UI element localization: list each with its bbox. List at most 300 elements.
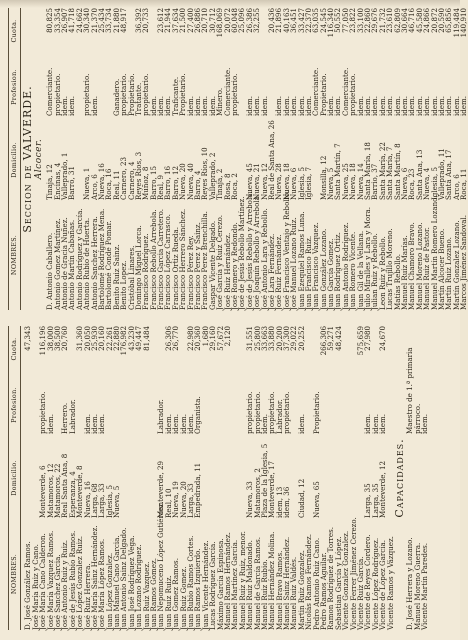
cell-quota: 23,822 xyxy=(348,8,358,33)
cell-profession: Labrador. xyxy=(156,399,166,434)
cell-name: Manuel Martínez García. xyxy=(230,539,240,630)
cell-quota: 20,733 xyxy=(141,8,151,33)
cell-quota: 20,360 xyxy=(193,326,203,351)
cell-domicile: Nueva, 12 xyxy=(259,163,269,200)
cell-profession: idem. xyxy=(377,96,387,116)
cell-quota: 49,447 xyxy=(134,326,144,351)
cell-domicile: Reyes Ríos, 10 xyxy=(200,147,210,200)
cell-quota: 41,718 xyxy=(67,8,77,33)
cell-profession: idem. xyxy=(355,96,365,116)
cell-name: Martín Alcocer Bueno. xyxy=(436,228,446,310)
cell-domicile: Barro, 12 xyxy=(170,165,180,200)
cell-quota: 25,800 xyxy=(252,326,262,351)
cell-quota: 29,022 xyxy=(289,326,299,351)
cell-quota: 20,760 xyxy=(60,326,70,351)
cell-name: Bartolomé Conde Pomar. xyxy=(104,220,114,310)
cell-profession: idem. xyxy=(392,96,402,116)
cell-quota: 25,434 xyxy=(96,8,106,33)
cell-name: José López Gonzalez Ruiz. xyxy=(75,535,85,630)
cell-domicile xyxy=(128,438,135,518)
cell-profession xyxy=(98,54,105,120)
cell-name: Juan Ezequiel Ramos Luna. xyxy=(296,211,306,310)
cell-profession: idem. xyxy=(207,96,217,116)
cell-domicile: Nueva, 6 xyxy=(289,167,299,200)
cell-name: Francisco Rebollo Arrebola. xyxy=(148,209,158,310)
cell-quota: 24,662 xyxy=(74,8,84,33)
cell-quota: 116,196 xyxy=(38,326,48,356)
cell-domicile xyxy=(202,438,209,518)
cell-profession xyxy=(335,372,342,438)
cell-domicile: Roca, 11 xyxy=(459,168,468,200)
cell-profession: propietario. xyxy=(267,391,277,434)
cell-domicile xyxy=(224,438,231,518)
cell-domicile xyxy=(143,438,150,518)
cell-profession: idem. xyxy=(156,96,166,116)
cell-profession: idem. xyxy=(303,96,313,116)
cell-profession: idem. xyxy=(326,96,336,116)
cell-profession: idem. xyxy=(274,96,284,116)
cell-domicile: Nueva, 65 xyxy=(311,481,321,518)
cell-quota: 168,069 xyxy=(215,8,225,38)
cell-quota: 22,370 xyxy=(303,8,313,33)
cell-quota: 30,712 xyxy=(207,8,217,33)
cell-domicile: Rosa, 8 xyxy=(222,173,232,200)
cell-quota xyxy=(342,326,349,372)
cell-domicile: Santa María, 22 xyxy=(377,142,387,200)
cell-domicile: Valleprado, 1 xyxy=(60,152,69,200)
cell-quota: 23,612 xyxy=(156,8,166,33)
cell-domicile: Matamoros, 22 xyxy=(52,463,62,518)
cell-quota: 33,427 xyxy=(296,8,306,33)
cell-quota: 45,580 xyxy=(414,8,424,33)
cell-domicile xyxy=(209,438,216,518)
cell-domicile: idem, 13 xyxy=(274,486,284,518)
cell-profession: propietario. xyxy=(245,391,255,434)
cell-name: Domingo Miguel Lorca. xyxy=(133,225,143,310)
cell-quota: 63,035 xyxy=(311,8,321,33)
cell-quota: 20,050 xyxy=(82,326,92,351)
cell-profession: idem. xyxy=(193,96,203,116)
cell-name: José de Jesús Rebollo y Arrebola. xyxy=(244,191,254,310)
cell-name: Antonio Rodríguez y García. xyxy=(74,208,84,310)
cell-profession: Propietario. xyxy=(126,73,136,116)
cell-domicile xyxy=(217,438,224,518)
cell-profession: idem. xyxy=(385,96,395,116)
cell-domicile xyxy=(135,438,142,518)
cell-name: Pedro Antonio Ruiz Cano. xyxy=(311,537,321,630)
cell-name: Juan Lozano Rodríguez. xyxy=(134,544,144,630)
cell-name: Lucas Trujillo Moreno. xyxy=(385,228,395,310)
cell-name: Lucas Rodríguez García. xyxy=(208,541,218,630)
cell-domicile: Valleprado, 11 xyxy=(436,148,446,200)
cell-name: Francisco Perez Brenchilla. xyxy=(200,211,210,310)
cell-name: José Ruiz Herrera. xyxy=(82,563,92,630)
cell-domicile xyxy=(327,438,334,518)
capacities-rows xyxy=(406,326,428,630)
subsection-title: Alcocer. xyxy=(33,138,44,180)
cell-domicile: Barro, 4 xyxy=(193,170,203,200)
cell-name: Antonio Gomez Martínez. xyxy=(52,218,62,310)
cell-profession xyxy=(120,372,127,438)
cell-quota: 20,200 xyxy=(274,326,284,351)
section-title: Seccion de VALVERDE. xyxy=(21,85,35,233)
cell-domicile: Monteverde, 17 xyxy=(267,460,277,518)
cell-profession: propietario. xyxy=(348,73,358,116)
cell-quota: 43,230 xyxy=(126,326,136,351)
cell-quota: 48,424 xyxy=(333,326,343,351)
cell-profession: Ganadero. xyxy=(111,78,121,116)
cell-profession: Organista. xyxy=(193,396,203,434)
cell-name: José Joaquín Rebollo y Arrebola. xyxy=(252,193,262,310)
cell-domicile: Nueva, 14 xyxy=(355,163,365,200)
cell-profession: idem. xyxy=(370,414,380,434)
cell-quota: 26,770 xyxy=(171,326,181,351)
cell-profession: propietario. xyxy=(82,73,92,116)
cell-name: Vicente de Reyes Cordero. xyxy=(363,534,373,630)
cell-quota: 22,980 xyxy=(186,326,195,351)
cell-name: Juan José Rodríguez Vega. xyxy=(126,535,136,630)
cell-quota: 50,552 xyxy=(333,8,343,33)
cell-domicile xyxy=(414,438,421,518)
cell-quota: 119,484 xyxy=(451,8,461,38)
cell-profession: Minero. xyxy=(215,87,225,116)
cell-quota: 33,100 xyxy=(355,8,365,33)
cell-name: Manuel Ruiz Valdés. xyxy=(289,556,299,630)
cell-name: Martín Ruiz Lozano. xyxy=(444,237,454,310)
cell-profession: Propietario. xyxy=(178,73,188,116)
cell-name: D. José González Ramos. xyxy=(23,541,33,630)
cell-quota: 31,360 xyxy=(75,326,85,351)
cell-name: Juan Ruiz Vazquez. xyxy=(141,561,151,630)
cell-domicile xyxy=(421,438,428,518)
cell-profession: idem. xyxy=(370,96,380,116)
cell-domicile: Monteverde, 6 xyxy=(38,465,48,518)
cell-quota xyxy=(414,326,421,372)
cell-name: Manuel Ramos Hernández. xyxy=(222,532,232,630)
cell-profession xyxy=(224,372,231,438)
header-profession: Profesion. xyxy=(10,387,18,423)
cell-name: Manuel Bravo Ramos. xyxy=(274,550,284,630)
cell-profession: Comerciante. xyxy=(45,67,55,116)
cell-name: Juan Rubio Ramos Cortes. xyxy=(186,535,195,630)
cell-quota xyxy=(387,326,394,372)
cell-domicile: Real, 11 xyxy=(111,170,121,200)
cell-quota: 37,634 xyxy=(170,8,180,33)
cell-name: Manuel de García Ramos. xyxy=(252,537,262,630)
header-profession: Profesion. xyxy=(10,69,18,105)
cell-quota: 29,676 xyxy=(370,8,380,33)
cell-profession: idem. xyxy=(422,96,432,116)
cell-domicile: Carnero, 23 xyxy=(119,156,129,200)
cell-profession: idem. xyxy=(186,414,195,434)
cell-domicile: Nueva, 19 xyxy=(171,481,181,518)
cell-name: Francisco Rodríguez. xyxy=(141,233,151,310)
cell-profession: Comerciante. xyxy=(311,67,321,116)
cell-name: Vicente Ramos y Vázquez. xyxy=(385,536,395,630)
cell-name: Juan Romero Vicente. xyxy=(348,231,358,310)
header-domicile: Domicilio. xyxy=(10,460,18,496)
cell-profession: idem. xyxy=(363,414,373,434)
cell-name: Sebastian García y López. xyxy=(333,536,343,630)
cell-name: Juan García Gomez. xyxy=(326,238,336,310)
cell-profession: idem. xyxy=(163,414,173,434)
cell-quota: 37,300 xyxy=(282,326,292,351)
cell-name: Manuel Ruiz Maldonado. xyxy=(245,540,255,630)
cell-profession: Herrero. xyxy=(60,402,70,434)
cell-name: Manuel Martín Romero Lozano. xyxy=(429,195,439,310)
cell-profession: párroco. xyxy=(412,403,422,434)
cell-quota: 22,261 xyxy=(104,326,114,351)
cell-name: José Lara Fernández. xyxy=(266,233,276,310)
cell-quota: 20,590 xyxy=(436,8,446,33)
cell-domicile: Nueva, 33 xyxy=(245,481,255,518)
cell-name: Julio Miralles y Lara y Mora. xyxy=(363,206,373,310)
cell-profession: idem. xyxy=(459,96,468,116)
cell-name: Francisco Perez y Sainz. xyxy=(193,222,203,310)
cell-quota: 57,672 xyxy=(215,326,225,351)
cell-domicile: Nueva, 18 xyxy=(281,163,291,200)
cell-quota xyxy=(305,326,312,372)
cell-quota: 47,343 xyxy=(23,326,33,351)
cell-domicile: Santa Ana, 17 xyxy=(444,149,454,200)
cell-profession: propietario. xyxy=(141,73,151,116)
cell-domicile: Esperanza, 4 xyxy=(67,471,77,518)
cell-quota: 26,886 xyxy=(193,8,203,33)
cell-domicile: Real Santa Ana, 8 xyxy=(60,453,70,518)
cell-profession: idem. xyxy=(399,96,409,116)
cell-name: Gaspar Vicente Delgado. xyxy=(207,220,217,310)
cell-quota: 176,982 xyxy=(119,326,129,356)
cell-quota: 48,917 xyxy=(119,8,129,33)
cell-quota: 20,710 xyxy=(200,8,210,33)
cell-domicile: Nueva, 6 xyxy=(399,167,409,200)
cell-name: José María Sainz Hernández. xyxy=(89,525,99,630)
cell-domicile: Iglesia, 7 xyxy=(303,167,313,200)
cell-profession: idem. xyxy=(178,414,188,434)
cell-name: Juan González Lozano. xyxy=(318,228,328,310)
cell-quota: 38,500 xyxy=(52,326,62,351)
cell-name: Juan Manuel Cano Garcia. xyxy=(112,535,122,630)
cell-profession xyxy=(327,372,334,438)
cell-name: Martín Gonzalez Lozano. xyxy=(451,220,461,310)
cell-profession xyxy=(24,372,31,438)
cell-profession: idem. xyxy=(89,414,99,434)
cell-profession: idem. xyxy=(420,414,430,434)
cell-domicile: Ciudad, 12 xyxy=(296,478,306,518)
cell-domicile: Larga, 35 xyxy=(370,483,380,518)
cell-quota: 60,048 xyxy=(229,8,239,33)
cell-profession xyxy=(209,372,216,438)
cell-name: Antonio Sanchez Herrera. xyxy=(89,216,99,310)
header-name: NOMBRES. xyxy=(10,553,18,595)
cell-profession: idem. xyxy=(296,96,306,116)
cell-name: Ramon Rodríguez de Torres. xyxy=(326,527,336,630)
cell-domicile: Nueva, 45 xyxy=(244,163,254,200)
cell-name: Martin Ruiz Gonzalez. xyxy=(296,550,306,630)
cell-profession: idem. xyxy=(244,96,254,116)
cell-quota: 33,354 xyxy=(52,8,62,33)
cell-domicile: Roca, 23 xyxy=(407,168,417,200)
right-rows xyxy=(46,8,467,310)
cell-domicile: Iglesia, 5 xyxy=(296,167,306,200)
cell-profession xyxy=(342,372,349,438)
cell-quota: 30,664 xyxy=(399,8,409,33)
cell-quota: 116,340 xyxy=(326,8,336,38)
cell-profession xyxy=(387,372,394,438)
cell-profession: Labrador. xyxy=(274,399,284,434)
cell-quota: 20,436 xyxy=(266,8,276,33)
cell-domicile xyxy=(335,438,342,518)
cell-quota: 65,856 xyxy=(444,8,454,33)
cell-profession: idem. xyxy=(252,96,262,116)
cell-quota: 20,160 xyxy=(97,326,107,351)
cell-profession: propietario. xyxy=(252,391,262,434)
left-header xyxy=(8,326,21,630)
cell-domicile: Barro, 15 xyxy=(148,165,158,200)
cell-profession: idem. xyxy=(407,96,417,116)
cell-name: Antonio Martín Cabañas. xyxy=(67,219,77,310)
cell-quota: 23,610 xyxy=(385,8,395,33)
cell-domicile xyxy=(24,438,31,518)
cell-domicile: Santa María, 7 xyxy=(385,146,395,200)
cell-name: José Manuel Lozano Ruiz. xyxy=(289,217,299,310)
cell-name: Manuel Chamoro Bravo. xyxy=(407,222,417,310)
cell-quota: 21,944 xyxy=(163,8,173,33)
cell-quota: 26,907 xyxy=(60,8,69,33)
cell-name: Bartolomé Rodríguez Mena. xyxy=(96,208,106,310)
cell-name: José María López Ramos. xyxy=(97,538,107,630)
cell-domicile: Monteverde, 8 xyxy=(75,465,85,518)
cell-domicile: Barro, 16 xyxy=(163,165,173,200)
cell-domicile: Larga, 68 xyxy=(89,483,99,518)
cell-quota: 77,050 xyxy=(340,8,350,33)
cell-profession: idem. xyxy=(429,96,439,116)
cell-profession: idem. xyxy=(378,414,388,434)
cell-profession: Comerciante. xyxy=(222,67,232,116)
cell-quota: 140,910 xyxy=(459,8,468,38)
cell-profession: Traficante. xyxy=(170,76,180,116)
cell-profession: Propietario. xyxy=(311,391,321,434)
cell-profession: idem. xyxy=(333,96,343,116)
right-header xyxy=(8,8,21,310)
cell-name: José Ruiz Fernández. xyxy=(274,234,284,310)
cell-profession xyxy=(113,372,120,438)
cell-domicile: Empedrada, 11 xyxy=(193,462,203,518)
cell-name: Cristóbal Linares. xyxy=(126,245,136,310)
cell-domicile: Tinaja, 2 xyxy=(215,168,225,200)
cell-quota: 62,809 xyxy=(392,8,402,33)
cell-domicile: Real, 10 xyxy=(163,488,173,518)
cell-domicile: Iglesia, 5 xyxy=(104,485,114,518)
cell-domicile: Nueva, 28 xyxy=(274,163,284,200)
cell-quota: 81,484 xyxy=(141,326,151,351)
cell-name: Pedro Ramos Aguilar. xyxy=(319,552,329,630)
cell-domicile: Santa María, 18 xyxy=(363,142,373,200)
cell-quota: 21,896 xyxy=(274,8,284,33)
cell-domicile: Santa Ana, 13 xyxy=(414,149,424,200)
cell-profession xyxy=(135,372,142,438)
cell-domicile xyxy=(342,438,349,518)
cell-profession: idem. xyxy=(281,96,291,116)
cell-profession: idem. xyxy=(436,96,446,116)
cell-name: José María Ruiz y Cano. xyxy=(30,544,40,630)
cell-domicile: Roca, 2 xyxy=(229,173,239,200)
cell-profession: idem. xyxy=(163,96,173,116)
cell-name: José Ruiz Hernández. xyxy=(222,232,232,310)
cell-quota: 24,545 xyxy=(318,8,328,33)
cell-quota: 40,163 xyxy=(281,8,291,33)
cell-profession: idem. xyxy=(45,414,55,434)
cell-quota: 33,663 xyxy=(259,326,269,351)
cell-domicile: Roca, 16 xyxy=(104,168,114,200)
cell-name: Manuel Ruiz de Pastor. xyxy=(422,227,432,310)
cell-quota: 59,271 xyxy=(326,326,336,351)
cell-name: Juan Ramos Izquierdo. xyxy=(193,548,203,630)
cell-name: José Romero y Redondo. xyxy=(229,222,239,310)
cell-domicile: Tinaja, 12 xyxy=(45,164,55,200)
cell-quota: 80,825 xyxy=(45,8,55,33)
cell-name: Manuel Ruiz Rubio. xyxy=(259,559,269,630)
left-rows xyxy=(24,326,394,630)
cell-domicile: Monteverde, 29 xyxy=(156,460,166,518)
cell-profession: idem. xyxy=(200,96,210,116)
cell-profession: idem. xyxy=(171,414,181,434)
cell-quota: 21,370 xyxy=(89,8,99,33)
left-column xyxy=(8,326,454,630)
cell-profession: idem. xyxy=(444,96,454,116)
cell-quota: 21,880 xyxy=(111,8,121,33)
cell-profession: idem. xyxy=(148,96,158,116)
right-column xyxy=(8,8,468,310)
cell-domicile xyxy=(320,438,327,518)
cell-domicile: Nueva, 25 xyxy=(340,163,350,200)
cell-profession xyxy=(106,372,113,438)
cell-quota: 32,255 xyxy=(252,8,262,33)
header-domicile: Domicilio. xyxy=(10,142,18,178)
cell-quota: 30,340 xyxy=(82,8,92,33)
cell-name: Vicente de López García. xyxy=(378,539,388,630)
table-row xyxy=(460,8,467,310)
cell-profession: propietario. xyxy=(282,391,292,434)
cell-name: José Antonio Ruiz y Ruiz. xyxy=(60,540,70,630)
cell-domicile: Larga, 35 xyxy=(363,483,373,518)
cell-profession xyxy=(320,372,327,438)
cell-quota: 36,392 xyxy=(133,8,143,33)
cell-name: Manuel Ruiz y Ruiz, menor. xyxy=(237,531,247,630)
cell-domicile: Plaza de la Iglesia, 5 xyxy=(259,443,269,518)
cell-domicile: Encinas, 4 xyxy=(52,162,62,200)
cell-quota: 24,670 xyxy=(378,326,388,351)
cell-profession xyxy=(217,372,224,438)
header-quota: Cuota. xyxy=(10,337,18,361)
cell-name: José García y Ruiz Cerezo. xyxy=(215,214,225,310)
cell-quota: 33,734 xyxy=(104,8,114,33)
cell-domicile: Reyes Ríos, 3 xyxy=(133,151,143,200)
cell-profession: idem. xyxy=(296,414,306,434)
cell-name: Francisco Pérez Rey. xyxy=(185,235,195,310)
cell-name: Juan Ramos Gomez. xyxy=(149,558,159,630)
cell-quota: 38,000 xyxy=(45,326,55,351)
cell-name: Julian Ruiz y Rebollo. xyxy=(370,233,380,310)
cell-name: Antonio de Gracia Nuñez. xyxy=(60,217,69,310)
cell-name: Juan Francisco Vazquez. xyxy=(311,222,321,310)
cell-domicile: Barro, 31 xyxy=(67,165,77,200)
table-row xyxy=(421,326,428,630)
cell-name: Juan Antonio Rodríguez. xyxy=(340,222,350,310)
cell-quota: 22,860 xyxy=(363,8,373,33)
cell-name: Francisco Herrero Sánchez. xyxy=(178,208,188,310)
cell-profession: propietario. xyxy=(52,73,62,116)
